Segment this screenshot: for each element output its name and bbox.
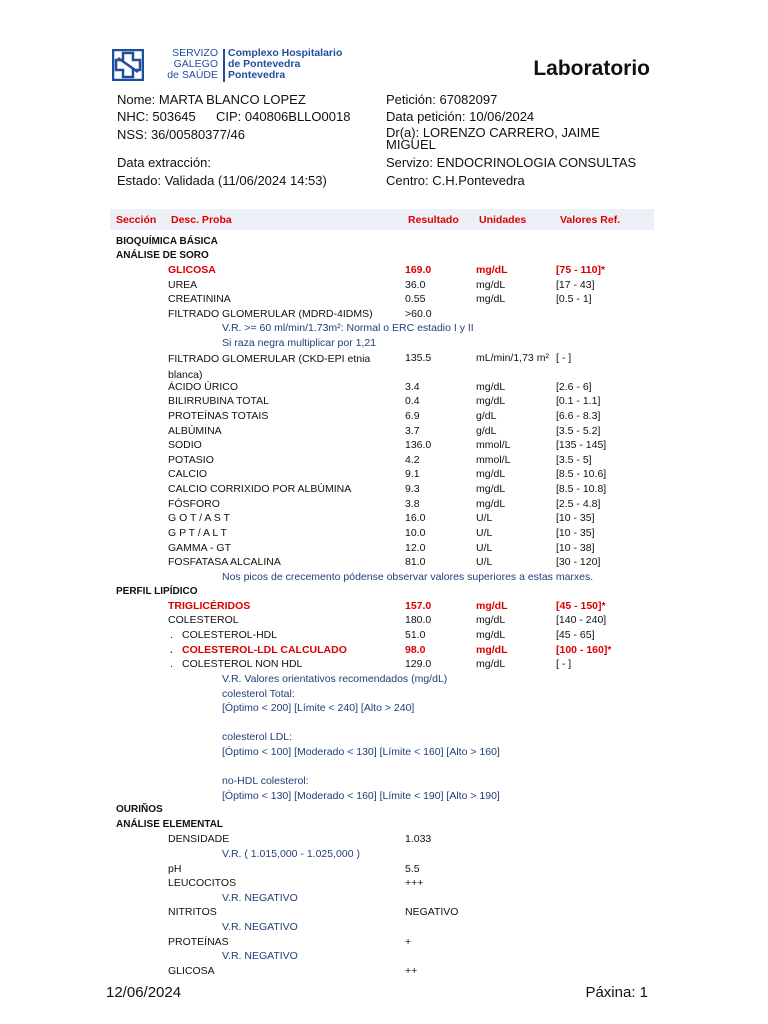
test-name: ALBÚMINA bbox=[168, 425, 222, 437]
reference-note: [Óptimo < 200] [Límite < 240] [Alto > 240] bbox=[222, 702, 415, 714]
section-heading: ANÁLISE DE SORO bbox=[116, 250, 209, 261]
test-name: COLESTEROL-LDL CALCULADO bbox=[182, 644, 347, 656]
test-value: +++ bbox=[405, 877, 424, 889]
test-name: FOSFATASA ALCALINA bbox=[168, 556, 281, 568]
result-row-glucose bbox=[0, 264, 768, 278]
test-value: 36.0 bbox=[405, 279, 426, 291]
patient-nhc: NHC: 503645 bbox=[117, 109, 196, 124]
reference-note: V.R. NEGATIVO bbox=[222, 892, 298, 904]
test-units: g/dL bbox=[476, 410, 497, 422]
test-value: 5.5 bbox=[405, 863, 420, 875]
org-line: GALEGO bbox=[173, 58, 218, 70]
test-units: mg/dL bbox=[476, 395, 506, 407]
hospital-line: de Pontevedra bbox=[228, 58, 301, 70]
result-row-urine-glucose bbox=[0, 965, 768, 979]
test-reference: [30 - 120] bbox=[556, 556, 601, 568]
reference-note: V.R. NEGATIVO bbox=[222, 950, 298, 962]
test-value: 1.033 bbox=[405, 833, 432, 845]
test-reference: [17 - 43] bbox=[556, 279, 595, 291]
hospital-line: Pontevedra bbox=[228, 69, 286, 81]
test-name: DENSIDADE bbox=[168, 833, 230, 845]
test-reference: [100 - 160]* bbox=[556, 644, 612, 656]
reference-note: V.R. >= 60 ml/min/1.73m²: Normal o ERC estadio I y II bbox=[222, 322, 474, 334]
test-value: 136.0 bbox=[405, 439, 432, 451]
test-reference: [2.5 - 4.8] bbox=[556, 498, 601, 510]
result-row-hdl bbox=[0, 629, 768, 643]
sergas-cross-icon bbox=[112, 49, 144, 81]
bullet: . bbox=[170, 629, 173, 641]
result-row-creatinine bbox=[0, 293, 768, 307]
test-name: LEUCOCITOS bbox=[168, 877, 237, 889]
test-reference: [ - ] bbox=[556, 658, 572, 670]
test-name: GAMMA - GT bbox=[168, 542, 231, 554]
test-value: >60.0 bbox=[405, 308, 432, 320]
test-units: mg/dL bbox=[476, 629, 506, 641]
test-name: POTASIO bbox=[168, 454, 214, 466]
result-row-nitrites bbox=[0, 906, 768, 920]
test-name: CALCIO CORRIXIDO POR ALBÚMINA bbox=[168, 483, 352, 495]
result-row-potassium bbox=[0, 454, 768, 468]
extraction-date: Data extracción: bbox=[117, 155, 211, 170]
test-value: 4.2 bbox=[405, 454, 420, 466]
test-name: BILIRRUBINA TOTAL bbox=[168, 395, 269, 407]
test-value: ++ bbox=[405, 965, 418, 977]
test-reference: [45 - 65] bbox=[556, 629, 595, 641]
test-units: mmol/L bbox=[476, 439, 511, 451]
test-units: mg/dL bbox=[476, 600, 508, 612]
test-reference: [75 - 110]* bbox=[556, 264, 606, 276]
result-row-triglycerides bbox=[0, 600, 768, 614]
test-value: 51.0 bbox=[405, 629, 426, 641]
test-name: FÓSFORO bbox=[168, 498, 220, 510]
test-value: 0.55 bbox=[405, 293, 426, 305]
section-heading: OURIÑOS bbox=[116, 804, 163, 815]
reference-note: Si raza negra multiplicar por 1,21 bbox=[222, 337, 377, 349]
test-value: 6.9 bbox=[405, 410, 420, 422]
test-reference: [135 - 145] bbox=[556, 439, 607, 451]
validation-status: Estado: Validada (11/06/2024 14:53) bbox=[117, 173, 327, 188]
test-value: NEGATIVO bbox=[405, 906, 459, 918]
test-units: mmol/L bbox=[476, 454, 511, 466]
test-name: PROTEÍNAS TOTAIS bbox=[168, 410, 269, 422]
result-row-corrected-calcium bbox=[0, 483, 768, 497]
test-reference: [3.5 - 5.2] bbox=[556, 425, 601, 437]
col-units: Unidades bbox=[479, 214, 527, 226]
result-row-alkaline-phosphatase bbox=[0, 556, 768, 570]
doctor-name: Dr(a): LORENZO CARRERO, JAIME MIGUEL bbox=[386, 125, 600, 152]
test-name: FILTRADO GLOMERULAR (MDRD-4IDMS) bbox=[168, 308, 373, 320]
test-reference: [45 - 150]* bbox=[556, 600, 606, 612]
test-reference: [140 - 240] bbox=[556, 614, 607, 626]
center: Centro: C.H.Pontevedra bbox=[386, 173, 525, 188]
test-reference: [2.6 - 6] bbox=[556, 381, 592, 393]
result-row-non-hdl bbox=[0, 658, 768, 672]
test-reference: [10 - 35] bbox=[556, 512, 595, 524]
result-row-phosphorus bbox=[0, 498, 768, 512]
result-row-leukocytes bbox=[0, 877, 768, 891]
bullet: . bbox=[170, 644, 173, 656]
col-section: Sección bbox=[116, 214, 157, 226]
test-value: 16.0 bbox=[405, 512, 426, 524]
patient-nss: NSS: 36/00580377/46 bbox=[117, 127, 245, 142]
col-description: Desc. Proba bbox=[171, 214, 232, 226]
result-row-calcium bbox=[0, 468, 768, 482]
result-row-cholesterol bbox=[0, 614, 768, 628]
test-reference: [6.6 - 8.3] bbox=[556, 410, 601, 422]
test-units: U/L bbox=[476, 542, 493, 554]
test-value: 3.8 bbox=[405, 498, 420, 510]
test-name: GLICOSA bbox=[168, 965, 215, 977]
test-name: NITRITOS bbox=[168, 906, 217, 918]
result-row-gpt bbox=[0, 527, 768, 541]
result-row-got bbox=[0, 512, 768, 526]
org-name bbox=[148, 48, 218, 81]
test-value: 3.4 bbox=[405, 381, 420, 393]
footer-date: 12/06/2024 bbox=[106, 984, 182, 1001]
test-name: GLICOSA bbox=[168, 264, 216, 276]
test-units: U/L bbox=[476, 512, 493, 524]
test-reference: [ - ] bbox=[556, 352, 572, 364]
test-reference: [0.5 - 1] bbox=[556, 293, 592, 305]
test-name: SODIO bbox=[168, 439, 202, 451]
reference-note: V.R. ( 1.015,000 - 1.025,000 ) bbox=[222, 848, 360, 860]
test-units: mL/min/1,73 m² bbox=[476, 352, 549, 364]
test-units: mg/dL bbox=[476, 498, 506, 510]
test-reference: [8.5 - 10.8] bbox=[556, 483, 607, 495]
test-name: CREATININA bbox=[168, 293, 231, 305]
reference-note: [Óptimo < 130] [Moderado < 160] [Límite < 190] [Alto > 190] bbox=[222, 790, 500, 802]
test-units: mg/dL bbox=[476, 483, 506, 495]
col-result: Resultado bbox=[408, 214, 459, 226]
test-name: FILTRADO GLOMERULAR (CKD-EPI etnia blanca) bbox=[168, 353, 371, 381]
result-row-density bbox=[0, 833, 768, 847]
hospital-logo bbox=[112, 48, 342, 84]
test-units: mg/dL bbox=[476, 614, 506, 626]
test-value: 9.1 bbox=[405, 468, 420, 480]
test-value: 10.0 bbox=[405, 527, 426, 539]
col-reference: Valores Ref. bbox=[560, 214, 621, 226]
test-name: TRIGLICÉRIDOS bbox=[168, 600, 251, 612]
test-units: U/L bbox=[476, 527, 493, 539]
test-name: UREA bbox=[168, 279, 198, 291]
org-line: SERVIZO bbox=[172, 47, 218, 59]
result-row-mdrd bbox=[0, 308, 768, 322]
test-name: PROTEÍNAS bbox=[168, 936, 229, 948]
test-value: 0.4 bbox=[405, 395, 420, 407]
hospital-line: Complexo Hospitalario bbox=[228, 47, 343, 59]
reference-note: Nos picos de crecemento pódense observar valores superiores a estas marxes. bbox=[222, 571, 594, 583]
result-row-ckd-epi bbox=[0, 352, 768, 382]
test-units: mg/dL bbox=[476, 468, 506, 480]
test-value: 157.0 bbox=[405, 600, 432, 612]
test-name: COLESTEROL-HDL bbox=[182, 629, 278, 641]
patient-cip: CIP: 040806BLLO0018 bbox=[216, 109, 351, 124]
result-row-albumin bbox=[0, 425, 768, 439]
test-name: G O T / A S T bbox=[168, 512, 230, 524]
service: Servizo: ENDOCRINOLOGIA CONSULTAS bbox=[386, 155, 637, 170]
section-heading: BIOQUÍMICA BÁSICA bbox=[116, 236, 218, 247]
reference-note: no-HDL colesterol: bbox=[222, 775, 309, 787]
result-row-urea bbox=[0, 279, 768, 293]
test-reference: [10 - 38] bbox=[556, 542, 595, 554]
test-value: 81.0 bbox=[405, 556, 426, 568]
test-value: 12.0 bbox=[405, 542, 426, 554]
section-heading: ANÁLISE ELEMENTAL bbox=[116, 819, 224, 830]
test-units: g/dL bbox=[476, 425, 497, 437]
test-value: 98.0 bbox=[405, 644, 426, 656]
section-heading: PERFIL LIPÍDICO bbox=[116, 586, 198, 597]
test-name: ÁCIDO ÚRICO bbox=[168, 381, 239, 393]
petition-date: Data petición: 10/06/2024 bbox=[386, 109, 535, 124]
test-value: 135.5 bbox=[405, 352, 432, 364]
test-reference: [8.5 - 10.6] bbox=[556, 468, 607, 480]
petition-number: Petición: 67082097 bbox=[386, 92, 498, 107]
test-reference: [3.5 - 5] bbox=[556, 454, 592, 466]
test-units: mg/dL bbox=[476, 264, 508, 276]
test-name: CALCIO bbox=[168, 468, 208, 480]
result-row-urine-protein bbox=[0, 936, 768, 950]
org-line: de SAÚDE bbox=[167, 69, 218, 81]
test-units: mg/dL bbox=[476, 381, 506, 393]
reference-note: [Óptimo < 100] [Moderado < 130] [Límite < 160] [Alto > 160] bbox=[222, 746, 500, 758]
bullet: . bbox=[170, 658, 173, 670]
result-row-bilirubin bbox=[0, 395, 768, 409]
logo-separator bbox=[223, 49, 225, 82]
result-row-ph bbox=[0, 863, 768, 877]
document-title: Laboratorio bbox=[533, 57, 650, 80]
test-units: mg/dL bbox=[476, 658, 506, 670]
test-value: 169.0 bbox=[405, 264, 432, 276]
result-row-uric-acid bbox=[0, 381, 768, 395]
results-table-header bbox=[110, 209, 654, 230]
test-units: mg/dL bbox=[476, 644, 508, 656]
test-units: U/L bbox=[476, 556, 493, 568]
test-reference: [0.1 - 1.1] bbox=[556, 395, 601, 407]
reference-note: V.R. Valores orientativos recomendados (mg/dL) bbox=[222, 673, 448, 685]
footer-page-number: Páxina: 1 bbox=[585, 984, 648, 1001]
test-value: 180.0 bbox=[405, 614, 432, 626]
test-units: mg/dL bbox=[476, 293, 506, 305]
test-name: G P T / A L T bbox=[168, 527, 227, 539]
test-name: COLESTEROL NON HDL bbox=[182, 658, 303, 670]
reference-note: colesterol LDL: bbox=[222, 731, 293, 743]
test-value: + bbox=[405, 936, 412, 948]
result-row-sodium bbox=[0, 439, 768, 453]
result-row-ldl bbox=[0, 644, 768, 658]
test-units: mg/dL bbox=[476, 279, 506, 291]
test-name: pH bbox=[168, 863, 182, 875]
test-reference: [10 - 35] bbox=[556, 527, 595, 539]
test-name: COLESTEROL bbox=[168, 614, 239, 626]
hospital-name bbox=[228, 48, 342, 81]
test-value: 3.7 bbox=[405, 425, 420, 437]
test-value: 9.3 bbox=[405, 483, 420, 495]
result-row-ggt bbox=[0, 542, 768, 556]
result-row-total-protein bbox=[0, 410, 768, 424]
reference-note: colesterol Total: bbox=[222, 688, 295, 700]
test-value: 129.0 bbox=[405, 658, 432, 670]
reference-note: V.R. NEGATIVO bbox=[222, 921, 298, 933]
patient-name: Nome: MARTA BLANCO LOPEZ bbox=[117, 92, 306, 107]
